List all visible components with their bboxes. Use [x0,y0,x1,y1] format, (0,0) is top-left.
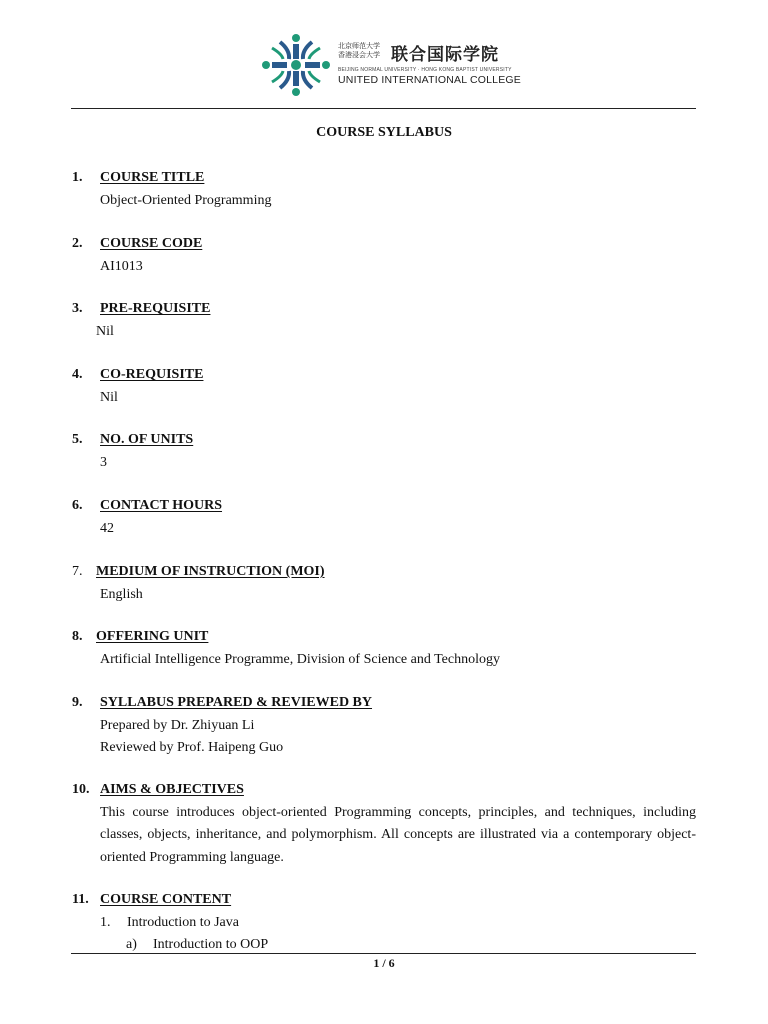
section-text: 42 [100,521,114,536]
section-heading: CONTACT HOURS [100,498,223,513]
page-number: 1 / 6 [373,956,395,970]
section-number: 3. [72,301,83,316]
content-item-text: Introduction to Java [127,915,239,930]
section-contact-hours [72,498,696,540]
section-text: Nil [96,324,114,339]
document-title: COURSE SYLLABUS [316,125,452,140]
logo-parent-universities: BEIJING NORMAL UNIVERSITY · HONG KONG BAPTIST UNIVERSITY [338,67,512,73]
section-pre-requisite [72,301,696,343]
section-text: 3 [100,455,107,470]
section-course-code [72,236,696,278]
section-number: 4. [72,367,83,382]
section-number: 5. [72,432,83,447]
section-text: Object-Oriented Programming [100,193,272,208]
prepared-by-text: Prepared by Dr. Zhiyuan Li [100,718,255,733]
logo-chinese-name: 联合国际学院 [391,45,499,65]
section-co-requisite [72,367,696,409]
section-number: 6. [72,498,83,513]
reviewed-by-text: Reviewed by Prof. Haipeng Guo [100,740,284,755]
logo-chinese-small: 北京师范大学 香港浸会大学 [338,42,380,59]
uic-emblem-icon [258,30,334,100]
section-prepared-reviewed [72,695,696,759]
section-course-title [72,170,696,212]
section-units [72,432,696,474]
header-divider [71,108,696,109]
section-medium-of-instruction [72,564,696,606]
section-number: 7. [72,564,83,579]
content-subitem-letter: a) [126,937,137,952]
aims-paragraph: This course introduces object-oriented Programming concepts, principles, and techniques, including classes, objects, inheritance, and polymorphism. All concepts are illustrated via a contemporary object-oriented Programming language. [100,805,696,865]
section-number: 9. [72,695,83,710]
section-aims-objectives [72,782,696,869]
section-number: 1. [72,170,83,185]
logo-english-name: UNITED INTERNATIONAL COLLEGE [338,74,521,86]
content-item-number: 1. [100,915,111,930]
section-text: Artificial Intelligence Programme, Division of Science and Technology [100,652,500,667]
section-text: English [100,587,143,602]
footer-divider [71,953,696,954]
section-number: 2. [72,236,83,251]
section-text: AI1013 [100,259,143,274]
section-heading: COURSE CONTENT [100,892,232,907]
content-item [72,912,696,934]
section-heading: AIMS & OBJECTIVES [100,782,244,797]
section-heading: OFFERING UNIT [96,629,209,644]
college-logo [258,30,521,100]
section-heading: CO-REQUISITE [100,367,204,382]
section-number: 8. [72,629,83,644]
section-heading: COURSE TITLE [100,170,205,185]
section-heading: MEDIUM OF INSTRUCTION (MOI) [96,564,325,579]
content-subitem-text: Introduction to OOP [153,937,269,952]
section-course-content [72,892,696,956]
section-text: Nil [100,390,118,405]
section-heading: PRE-REQUISITE [100,301,211,316]
section-heading: SYLLABUS PREPARED & REVIEWED BY [100,695,373,710]
section-number: 11. [72,892,89,907]
section-heading: COURSE CODE [100,236,203,251]
section-offering-unit [72,629,696,671]
section-heading: NO. OF UNITS [100,432,194,447]
section-number: 10. [72,782,90,797]
